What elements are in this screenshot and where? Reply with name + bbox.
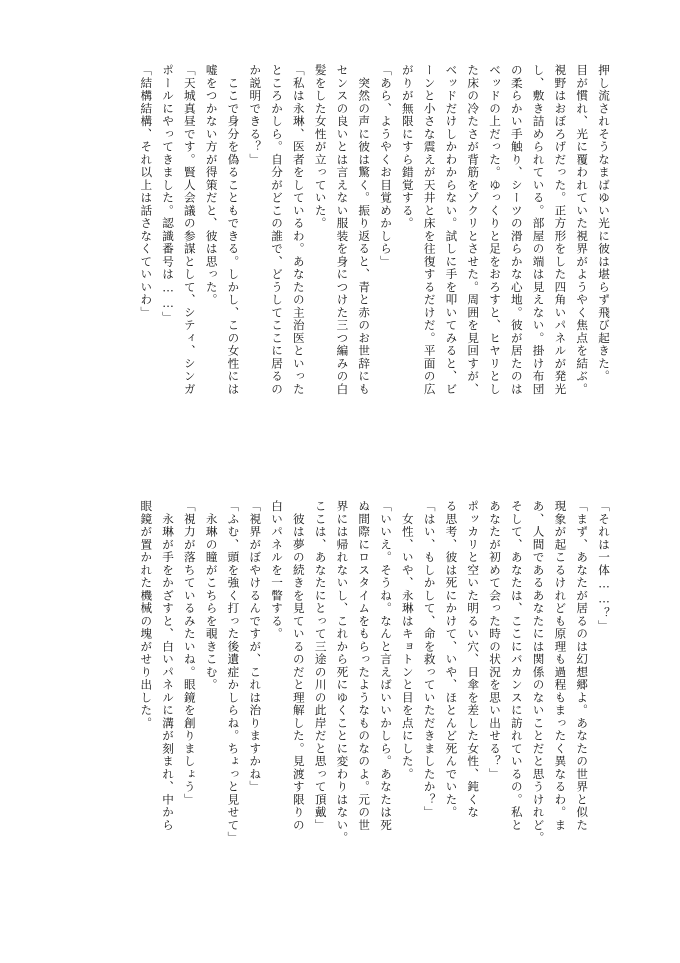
text-line: 突然の声に彼は驚く。振り返ると、青と赤のお世辞にも xyxy=(357,64,372,396)
text-line: ここは、あなたにとって三途の川の此岸だと思って頂戴」 xyxy=(313,500,328,832)
text-line: し、敷き詰められている。部屋の端は見えない。掛け布団 xyxy=(531,64,546,396)
text-line: ところかしら。自分がどこの誰で、どうしてここに居るの xyxy=(270,64,285,396)
text-line: 「天城真昼です。賢人会議の参謀として、シティ、シンガ xyxy=(182,64,197,396)
text-line: 押し流されそうなまばゆい光に彼は堪らず飛び起きた。 xyxy=(597,64,611,383)
text-line: た床の冷たさが背筋をゾクリとさせた。周囲を見回すが、 xyxy=(466,64,481,396)
text-line: 永琳の瞳がこちらを覗きこむ。 xyxy=(204,500,219,692)
text-line: そして、あなたは、ここにバカンスに訪れているの。私と xyxy=(509,500,524,832)
text-line: の柔らかい手触り、シーツの滑らかな心地。彼が居たのは xyxy=(509,64,524,396)
text-line: 「それは一体……？」 xyxy=(597,500,611,633)
text-line: 「ふむ、頭を強く打った後遺症かしらね。ちょっと見せて」 xyxy=(226,500,241,845)
text-line: 「私は永琳、医者をしているわ。あなたの主治医といった xyxy=(291,64,306,396)
text-line: 「視界がぼやけるんですが、これは治りますかね」 xyxy=(248,500,263,794)
text-line: 白いパネルを一瞥する。 xyxy=(270,500,285,641)
upper-text-block xyxy=(54,64,614,474)
text-line: 現象が起こるけれども原理も過程もまったく異なるわ。ま xyxy=(553,500,568,832)
text-line: ベッドだけしかわからない。試しに手を叩いてみると、ビ xyxy=(444,64,459,396)
text-line: ここで身分を偽ることもできる。しかし、この女性には xyxy=(226,64,241,396)
text-line: 眼鏡が置かれた機械の塊がせり出した。 xyxy=(139,500,154,730)
text-line: る思考、彼は死にかけて、いや、ほとんど死んでいた。 xyxy=(444,500,459,819)
text-line: 「まず、あなたが居るのは幻想郷よ。あなたの世界と似た xyxy=(575,500,590,832)
text-line: ポッカリと空いた明るい穴、日傘を差した女性、鈍くな xyxy=(466,500,481,819)
text-line: 「結構結構、それ以上は話さなくていいわ」 xyxy=(139,64,154,319)
text-line: あ、人間であるあなたには関係のないことだと思うけれど。 xyxy=(531,500,546,845)
text-line: 「視力が落ちているみたいね。眼鏡を創りましょう」 xyxy=(182,500,197,806)
text-line: 視野はおぼろげだった。正方形をした四角いパネルが発光 xyxy=(553,64,568,396)
text-line: 界には帰れないし、これから死にゆくことに変わりはない。 xyxy=(335,500,350,845)
text-line: センスの良いとは言えない服装を身につけた三つ編みの白 xyxy=(335,64,350,396)
text-line: 女性、いや、永琳はキョトンと目を点にした。 xyxy=(400,500,415,781)
text-line: あなたが初めて会った時の状況を思い出せる？」 xyxy=(488,500,503,781)
text-line: 髪をした女性が立っていた。 xyxy=(313,64,328,230)
text-line: 永琳が手をかざすと、白いパネルに溝が刻まれ、中から xyxy=(161,500,176,832)
text-line: か説明できる？」 xyxy=(248,64,263,166)
text-line: 「あら、ようやくお目覚めかしら」 xyxy=(379,64,394,268)
text-line: ぬ間際にロスタイムをもらったようなものなのよ。元の世 xyxy=(357,500,372,832)
text-line: 「いいえ。そうね。なんと言えばいいかしら。あなたは死 xyxy=(379,500,394,832)
lower-text-block xyxy=(54,500,614,910)
text-line: ポールにやってきました。認識番号は……」 xyxy=(161,64,176,324)
text-line: ベッドの上だった。ゆっくりと足をおろすと、ヒヤリとし xyxy=(488,64,503,396)
text-line: ーンと小さな震えが天井と床を往復するだけだ。平面の広 xyxy=(422,64,437,396)
text-line: がりが無限にすら錯覚する。 xyxy=(400,64,415,230)
text-line: 目が慣れ、光に覆われていた視界がようやく焦点を結ぶ。 xyxy=(575,64,590,396)
text-line: 嘘をつかない方が得策だと、彼は思った。 xyxy=(204,64,219,307)
text-line: 「はい、もしかして、命を救っていただきましたか？」 xyxy=(422,500,437,819)
text-line: 彼は夢の続きを見ているのだと理解した。見渡す限りの xyxy=(291,500,306,832)
